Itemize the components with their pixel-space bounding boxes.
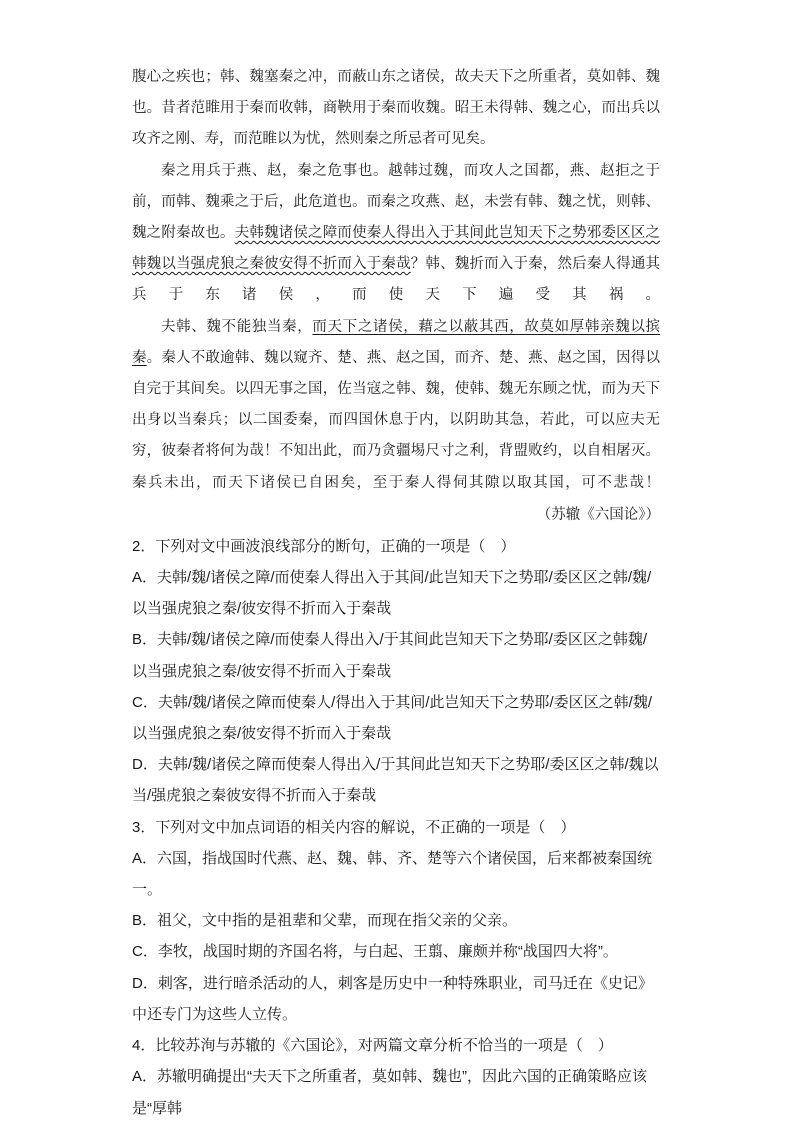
underlined-sentence: 而天下之诸侯，藉之以蔽其西，故莫如厚韩亲魏以摈秦 <box>132 318 660 366</box>
passage-text: 夫韩、魏不能独当秦， <box>161 318 313 335</box>
question-2-option-a: A．夫韩/魏/诸侯之障/而使秦人得出入于其间/此岂知天下之势耶/委区区之韩/魏/以当强虎狼之秦/彼安得不折而入于秦哉 <box>132 569 652 618</box>
passage-paragraph-2 <box>132 156 660 312</box>
question-3-option-d: D．刺客，进行暗杀活动的人，刺客是历史中一种特殊职业，司马迁在《史记》中还专门为这些人立传。 <box>132 974 653 1023</box>
question-4-option-a: A．苏辙明确提出“夫天下之所重者，莫如韩、魏也”，因此六国的正确策略应该是“厚韩 <box>132 1068 647 1117</box>
question-3-option-c: C．李牧，战国时期的齐国名将，与白起、王翦、廉颇并称“战国四大将”。 <box>132 943 618 961</box>
question-2-option-c: C．夫韩/魏/诸侯之障而使秦人/得出入于其间/此岂知天下之势耶/委区区之韩/魏/以当强虎狼之秦/彼安得不折而入于秦哉 <box>132 693 653 743</box>
source-citation: （苏辙《六国论》） <box>536 506 660 523</box>
page-content <box>132 62 660 1124</box>
wavy-underlined-sentence: 夫韩魏诸侯之障而使秦人得出入于其间此岂知天下之势邪委区区之韩魏以当强虎狼之秦彼安得不折而入于秦哉 <box>132 225 661 273</box>
question-3-stem: 3．下列对文中加点词语的相关内容的解说，不正确的一项是（ ） <box>132 818 576 836</box>
passage-text: ？韩、魏折而入于秦，然后秦人得通其兵于东诸侯，而使天下遍受其祸。 <box>132 256 661 304</box>
passage-paragraph-1: 腹心之疾也；韩、魏塞秦之冲，而蔽山东之诸侯，故夫天下之所重者，莫如韩、魏也。昔者范睢用于秦而收韩，商鞅用于秦而收魏。昭王未得韩、魏之心，而出兵以攻齐之刚、寿，而范睢以为忧，然则秦之所忌者可见矣。 <box>132 69 660 148</box>
question-2-option-b: B．夫韩/魏/诸侯之障/而使秦人得出入/于其间此岂知天下之势耶/委区区之韩魏/以当强虎狼之秦/彼安得不折而入于秦哉 <box>132 631 648 680</box>
question-2-option-d: D．夫韩/魏/诸侯之障而使秦人得出入/于其间此岂知天下之势耶/委区区之韩/魏以当/强虎狼之秦彼安得不折而入于秦哉 <box>132 756 659 805</box>
question-3-option-a: A．六国，指战国时代燕、赵、魏、韩、齐、楚等六个诸侯国，后来都被秦国统一。 <box>132 849 653 899</box>
question-3-option-b: B．祖父，文中指的是祖辈和父辈，而现在指父亲的父亲。 <box>132 912 518 930</box>
passage-text: 。秦人不敢逾韩、魏以窥齐、楚、燕、赵之国，而齐、楚、燕、赵之国，因得以自完于其间矣。以四无事之国，佐当寇之韩、魏，使韩、魏无东顾之忧，而为天下出身以当秦兵；以二国委秦，而四国休息于内，以阴助其急，若此，可以应夫无穷，彼秦者将何为哉！不知出此，而乃贪疆埸尺寸之利，背盟败约，以自相屠灭。秦兵未出，而天下诸侯已自困矣，至于秦人得伺其隙以取其国，可不悲哉！ <box>132 349 660 491</box>
passage-paragraph-3 <box>132 312 660 499</box>
question-2-stem: 2．下列对文中画波浪线部分的断句，正确的一项是（ ） <box>132 537 516 555</box>
passage-text: 秦之用兵于燕、赵，秦之危事也。越韩过魏，而攻人之国都，燕、赵拒之于前，而韩、魏乘之于后，此危道也。而秦之攻燕、赵，未尝有韩、魏之忧，则韩、魏之附秦故也。 <box>132 162 660 242</box>
question-4-stem: 4．比较苏洵与苏辙的《六国论》，对两篇文章分析不恰当的一项是（ ） <box>132 1037 613 1055</box>
